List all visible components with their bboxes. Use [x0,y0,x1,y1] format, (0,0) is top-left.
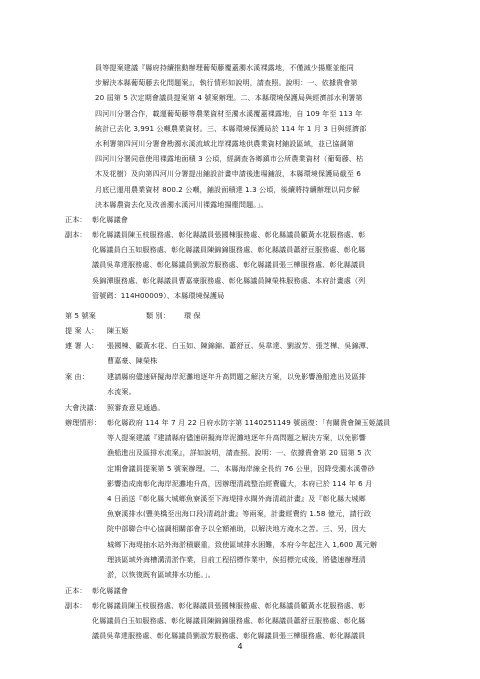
text-line: 吳錦潭服務處、彰化縣議員曹嘉豪服務處、彰化縣議員陳榮株服務處、本府計畫處（列 [92,275,366,285]
text-line: 彰化縣議員陳玉枝服務處、彰化縣議員張國棟服務處、彰化縣議員顧黃水花服務處、彰 [92,230,366,239]
text-line: 員等提案建議『縣府持續推動辦理葡萄藤覆蓋濁水溪裸露地，不僅減少揚塵並能同 [95,63,354,72]
text-line: 化縣議員白玉如服務處、彰化縣議員陳錦錦服務處、彰化縣議員蕭舒亘服務處、彰化縣 [92,616,366,626]
proposer-label: 提 案 人： [65,326,99,335]
text-line: 化縣議員白玉如服務處、彰化縣議員陳錦錦服務處、彰化縣議員蕭舒亘服務處、彰化縣 [92,245,366,255]
category-label: 類 別： [146,311,170,320]
text-line: 月底已運用農業資材 800.2 公噸，鋪設面積達 1.3 公頃，後續將持續辦理以同步解 [95,184,360,194]
text-line: 建請縣府儘速研擬海岸泥灘地逐年升高問題之解決方案，以免影響漁船進出及區排 [107,372,366,381]
text-line: 影響造成南彰化海岸泥灘地升高，因辦理清疏整治經費龐大，本府已於 114 年 6 月 [107,478,373,488]
text-line: 議員吳韋達服務處、彰化縣議員劉淑芳服務處、彰化縣議員張三樺服務處、彰化縣議員 [92,260,366,270]
category-value: 環 保 [184,311,201,320]
cosigners-list [107,338,373,368]
text-line: 等人提案建議『建請縣府儘速研擬海岸泥灘地逐年升高問題之解決方案，以免影響 [107,433,366,443]
text-line: 理該區域外海槽溝清淤作業，目前工程招標作業中，俟招標完成後，將儘速辦理清 [107,554,366,564]
fuben-label: 副本： [65,230,87,239]
text-line: 彰化縣議員陳玉枝服務處、彰化縣議員張國棟服務處、彰化縣議員顧黃水花服務處、彰 [92,601,366,610]
text-line: 木及花樹）及向第四河川分署提出鋪設計畫申請後進場鋪設，本縣環境保護局截至 6 [95,169,361,179]
text-line: 統計已去化 3,991 公噸農業資材。三、本縣環境保護局於 114 年 1 月 3 日與經濟部 [95,123,367,133]
text-line: 水利署第四河川分署會勘濁水溪流域北岸裸露地供農業資材鋪設區域，並已協調第 [95,138,354,148]
handling-text [107,415,390,582]
cosigners-label: 連 署 人： [65,341,99,350]
subject-label: 案 由： [65,372,89,381]
text-line: 曹嘉豪、陳榮株 [107,356,158,366]
text-line: 水流案。 [107,387,136,397]
text-line: 管號碼：114H00009）、本縣環境保護局 [92,290,225,300]
text-line: 城鄉下海堤抽水站外海淤積嚴重，致使區域排水困難，本府今年起注入 1,600 萬元辦 [107,539,378,549]
fuben-list-2 [92,598,365,644]
handling-label: 辦理情形： [65,418,101,427]
text-line: 20 屆第 5 次定期會議員提案第 4 號案辦理。二、本縣環境保護局與經濟部水利署第 [95,93,363,103]
text-line: 魚寮溪排水(豐美橋至出海口段)清疏計畫』等兩案，計畫經費約 1.58 億元，請行政 [107,509,372,519]
text-line: 淤，以恢復既有區域排水功能。」。 [107,569,215,579]
text-line: 4 日函送『彰化縣大城鄉魚寮溪至下海堤排水閘外海清疏計畫』及『彰化縣大城鄉 [107,493,366,503]
text-line: 彰化縣政府 114 年 7 月 22 日府水防字第 1140251149 號函復：「有關貴會陳玉姬議員 [107,418,391,427]
text-line: 院中部聯合中心協調相關部會予以全額補助，以解決地方淹水之苦。三、另，因大 [107,524,366,534]
case-number: 第 5 號案 [65,311,96,320]
page-number: 4 [237,642,243,651]
text-line: 決本縣農資去化及改善濁水溪河川裸露地揚塵問題。」。 [95,199,268,209]
text-line: 漁船進出及區排水流案』，詳如說明，請查照。說明：一、依據貴會第 20 屆第 5 次 [107,448,372,458]
text-line: 步解決本縣葡萄藤去化問題案』，執行情形如說明，請查照。說明：一、依據貴會第 [95,78,358,88]
zhengben-label-2: 正本： [65,586,87,595]
zhengben-label: 正本： [65,215,87,224]
text-line: 議員吳韋達服務處、彰化縣議員劉淑芳服務處、彰化縣議員張三樺服務處、彰化縣議員 [92,631,366,641]
decision-label: 大會決議： [65,403,101,412]
proposer-value: 陳玉姬 [107,326,129,335]
decision-value: 照審查意見通過。 [107,403,165,412]
fuben-label-2: 副本： [65,601,87,610]
text-line: 定期會議員提案第 5 號案辦理。二、本縣海岸線全長約 76 公里，因降受濁水溪帶砂 [107,463,375,473]
text-line: 四河川分署合作，載運葡萄藤等農業資材至濁水溪覆蓋裸露地，自 109 年至 113 年 [95,108,363,118]
intro-paragraph [95,60,366,212]
text-line: 四河川分署同意使用裸露地面積 3 公頃，經調查各鄉鎮市公所農業資材（葡萄藤、枯 [95,154,364,164]
subject-text [107,369,366,399]
fuben-list [92,227,365,303]
text-line: 張國棟、顧黃水花、白玉如、陳錦錦、蕭舒亘、吳韋達、劉淑芳、張芝樺、吳錦潭、 [107,341,374,350]
zhengben-value-2: 彰化縣議會 [92,586,128,595]
zhengben-value: 彰化縣議會 [92,215,128,224]
